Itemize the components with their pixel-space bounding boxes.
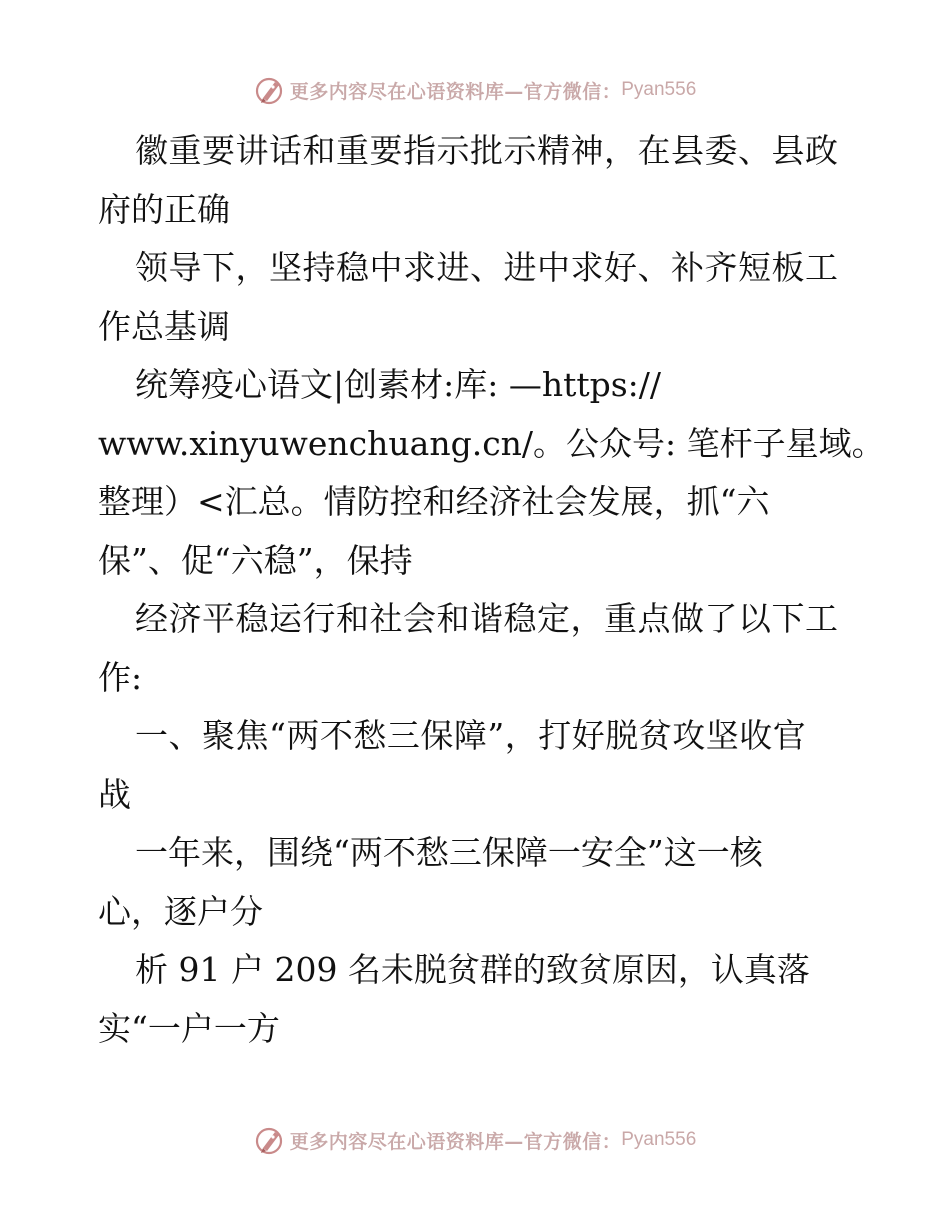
text-line: 作:	[98, 657, 143, 697]
text-line: 作总基调	[98, 306, 230, 346]
text-line: 府的正确	[98, 189, 230, 229]
pen-nib-logo-icon	[254, 1124, 286, 1156]
text-line: 一年来，围绕“两不愁三保障一安全”这一核	[135, 833, 763, 872]
text-line: 整理）<汇总。情防控和经济社会发展，抓“六	[98, 482, 770, 521]
watermark-text: 更多内容尽在心语资料库—官方微信：	[289, 80, 622, 103]
document-body	[98, 122, 885, 1058]
text-line: 析 91 户 209 名未脱贫群的致贫原因，认真落	[135, 950, 810, 989]
watermark-account: Pyan556	[621, 79, 697, 100]
text-line: 心，逐户分	[98, 891, 263, 931]
text-line: 保”、促“六稳”，保持	[98, 540, 413, 580]
text-line: 一、聚焦“两不愁三保障”，打好脱贫攻坚收官	[135, 716, 807, 755]
footer-watermark	[0, 1120, 950, 1160]
pen-nib-logo-icon	[254, 74, 286, 106]
text-line: 领导下，坚持稳中求进、进中求好、补齐短板工	[135, 248, 839, 287]
text-line: 经济平稳运行和社会和谐稳定，重点做了以下工	[135, 599, 839, 638]
text-line: 战	[98, 774, 131, 814]
watermark-text: 更多内容尽在心语资料库—官方微信：	[289, 1130, 622, 1153]
text-line: www.xinyuwenchuang.cn/。公众号: 笔杆子星域。	[98, 423, 885, 463]
text-line: 徽重要讲话和重要指示批示精神，在县委、县政	[135, 131, 839, 170]
watermark-account: Pyan556	[621, 1129, 697, 1150]
header-watermark	[0, 70, 950, 110]
text-line: 统筹疫心语文|创素材:库: —https://	[135, 365, 662, 404]
text-line: 实“一户一方	[98, 1008, 280, 1048]
